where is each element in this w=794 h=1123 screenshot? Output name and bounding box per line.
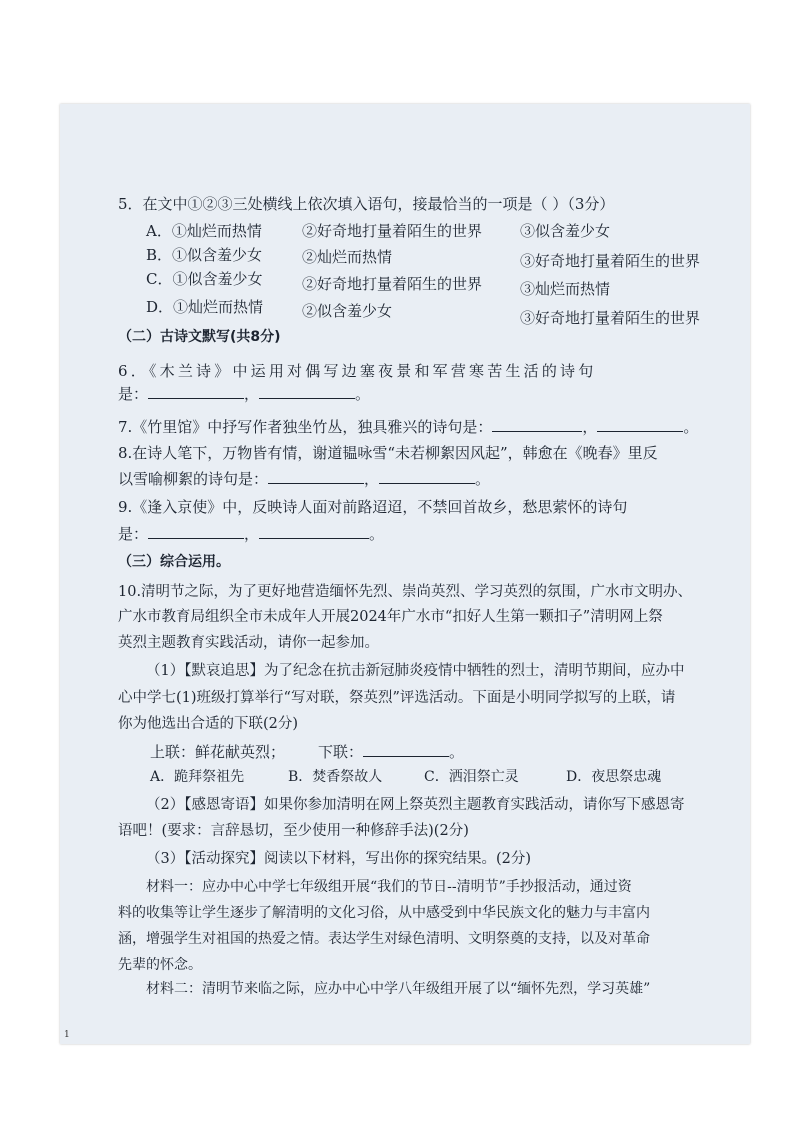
p2-line-1: （2）【感恩寄语】如果你参加清明在网上祭英烈主题教育实践活动，请你写下感恩寄 [146,797,685,813]
q7-end: 。 [683,418,699,436]
p1-line-2: 心中学七(1)班级打算举行“写对联，祭英烈”评选活动。下面是小明同学拟写的上联，请 [118,690,676,706]
couplet-lower-label: 下联： [318,743,364,761]
q10-line-1: 10.清明节之际，为了更好地营造缅怀先烈、崇尚英烈、学习英烈的氛围，广水市文明办、 [118,584,693,600]
q8-prefix: 以雪喻柳絮的诗句是： [118,470,269,488]
q6-blank-1[interactable] [148,397,244,399]
couplet-lower [318,745,464,760]
m2-line-1: 材料二：清明节来临之际，应办中心中学八年级组开展了以“缅怀先烈，学习英雄” [146,981,651,997]
m1-line-1: 材料一：应办中心中学七年级组开展“我们的节日--清明节”手抄报活动，通过资 [146,879,632,895]
p1-line-3: 你为他选出合适的下联(2分) [118,716,299,732]
q5-option-a-1: A．①灿烂而热情 [146,222,262,240]
exam-paper [60,104,750,1044]
q5-option-b-1: B．①似含羞少女 [146,246,263,264]
q7-blank-2[interactable] [597,430,683,432]
q9-prefix: 是： [118,525,149,543]
p2-line-2: 语吧！(要求：言辞恳切，至少使用一种修辞手法)(2分) [118,823,469,839]
q8-line-2 [118,472,490,487]
p3-line: （3）【活动探究】阅读以下材料，写出你的探究结果。(2分) [146,851,532,867]
q8-line-1: 8.在诗人笔下，万物皆有情，谢道韫咏雪“未若柳絮因风起”，韩愈在《晚春》里反 [118,444,658,462]
q7-line [118,420,698,435]
couplet-lower-blank[interactable] [363,755,449,757]
q6-prefix: 是： [118,385,149,403]
q7-text: 7.《竹里馆》中抒写作者独坐竹丛，独具雅兴的诗句是： [118,418,493,436]
section-3-title: （三）综合运用。 [118,554,230,570]
q8-sep: ， [364,470,380,488]
q9-blank-2[interactable] [259,537,369,539]
q6-line-2 [118,387,370,402]
couplet-lower-end: 。 [449,743,465,761]
q9-line-2 [118,527,384,542]
p1-option-a: A．跪拜祭祖先 [150,769,245,785]
m1-line-3: 涵，增强学生对祖国的热爱之情。表达学生对绿色清明、文明祭奠的支持，以及对革命 [118,931,650,947]
q5-option-a-2: ②好奇地打量着陌生的世界 [302,222,483,240]
q9-sep: ， [244,525,260,543]
q10-line-2: 广水市教育局组织全市未成年人开展2024年广水市“扣好人生第一颗扣子”清明网上祭 [118,609,663,625]
couplet-upper: 上联：鲜花献英烈； [150,743,286,761]
q8-blank-2[interactable] [379,482,475,484]
p1-option-d: D．夜思祭忠魂 [566,769,662,785]
page-corner-mark: 1 [64,1030,70,1040]
q8-end: 。 [475,470,491,488]
q9-end: 。 [369,525,385,543]
q5-option-d-3: ③好奇地打量着陌生的世界 [520,309,701,327]
q5-option-a-3: ③似含羞少女 [520,222,611,240]
q5-stem: 5．在文中①②③三处横线上依次填入语句，接最恰当的一项是（ ）（3分） [118,195,615,213]
q5-option-d-1: D．①灿烂而热情 [146,298,264,316]
q6-blank-2[interactable] [259,397,355,399]
q7-blank-1[interactable] [492,430,582,432]
q5-option-c-3: ③灿烂而热情 [520,280,611,298]
q9-line-1: 9.《逢入京使》中，反映诗人面对前路迢迢，不禁回首故乡，愁思萦怀的诗句 [118,498,628,516]
p1-line-1: （1）【默哀追思】为了纪念在抗击新冠肺炎疫情中牺牲的烈士，清明节期间，应办中 [146,663,685,679]
q9-blank-1[interactable] [148,537,244,539]
q6-line-1: 6．《木兰诗》中运用对偶写边塞夜景和军营寒苦生活的诗句 [118,362,597,380]
q5-option-b-2: ②灿烂而热情 [302,248,393,266]
p1-option-c: C．洒泪祭亡灵 [424,769,519,785]
p1-option-b: B．焚香祭故人 [288,769,383,785]
q8-blank-1[interactable] [268,482,364,484]
m1-line-4: 先辈的怀念。 [118,957,202,973]
q6-end: 。 [355,385,371,403]
q7-sep: ， [582,418,598,436]
q5-option-c-1: C．①似含羞少女 [146,270,263,288]
q5-option-b-3: ③好奇地打量着陌生的世界 [520,252,701,270]
q10-line-3: 英烈主题教育实践活动，请你一起参加。 [118,635,379,651]
q5-option-c-2: ②好奇地打量着陌生的世界 [302,275,483,293]
q5-option-d-2: ②似含羞少女 [302,302,393,320]
q6-sep: ， [244,385,260,403]
section-2-title: （二）古诗文默写(共8分) [118,329,281,345]
m1-line-2: 料的收集等让学生逐步了解清明的文化习俗，从中感受到中华民族文化的魅力与丰富内 [118,905,650,921]
